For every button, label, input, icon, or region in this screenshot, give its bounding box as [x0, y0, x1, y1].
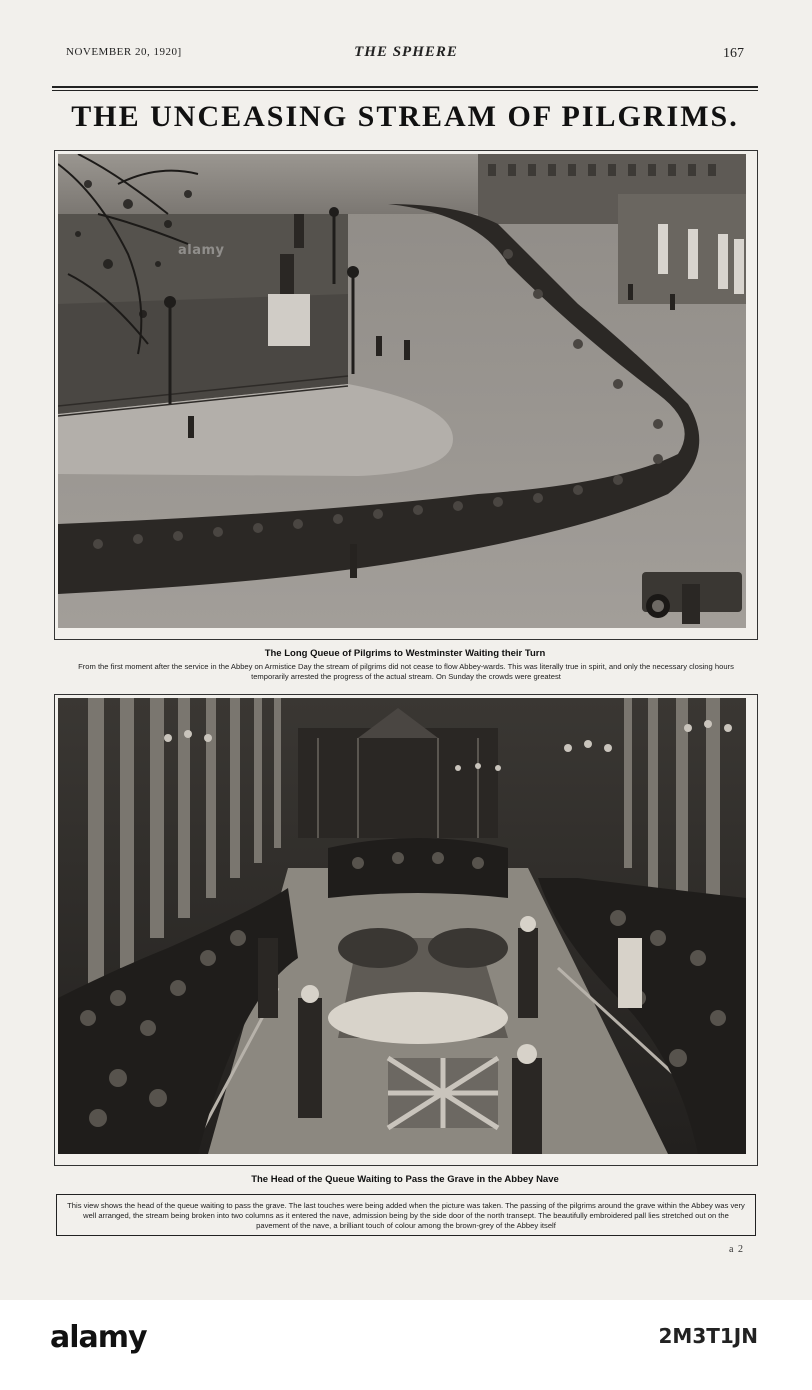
issue-date: NOVEMBER 20, 1920]	[66, 46, 182, 58]
photo-abbey-nave	[54, 694, 758, 1166]
stock-footer	[0, 1300, 812, 1390]
page-headline: THE UNCEASING STREAM OF PILGRIMS.	[71, 100, 739, 133]
photo1-watermark-1: alamy	[178, 243, 225, 258]
photo2-caption-title: The Head of the Queue Waiting to Pass the Grave in the Abbey Nave	[251, 1174, 559, 1185]
header-rule-thick	[52, 86, 758, 88]
photo-queue-outside	[54, 150, 758, 640]
magazine-title: THE SPHERE	[354, 44, 458, 60]
folio-mark: a 2	[729, 1244, 744, 1255]
photo1-caption-title: The Long Queue of Pilgrims to Westminster Waiting their Turn	[264, 648, 546, 659]
photo1-caption-text: From the first moment after the service in the Abbey on Armistice Day the stream of pilgrims did not cease to flow Abbey-wards. This was literally true in spirit, and only the necessary closing hours temporarily arrested the progress of the actual stream. On Sunday the crowds were greatest	[78, 662, 734, 681]
alamy-logo: alamy	[50, 1320, 147, 1355]
header-rule-thin	[52, 90, 758, 91]
photo2-caption-box: This view shows the head of the queue waiting to pass the grave. The last touches were being added when the picture was taken. The passing of the pilgrims around the grave within the Abbey was very well arranged, the stream being broken into two columns as it entered the nave, admission being by the side door of the north transept. The beautifully embroidered pall lies stretched out on the pavement of the nave, a brilliant touch of colour among the brown-grey of the Abbey itself	[56, 1194, 756, 1236]
page-number: 167	[723, 46, 744, 61]
image-id: 2M3T1JN	[658, 1324, 758, 1348]
